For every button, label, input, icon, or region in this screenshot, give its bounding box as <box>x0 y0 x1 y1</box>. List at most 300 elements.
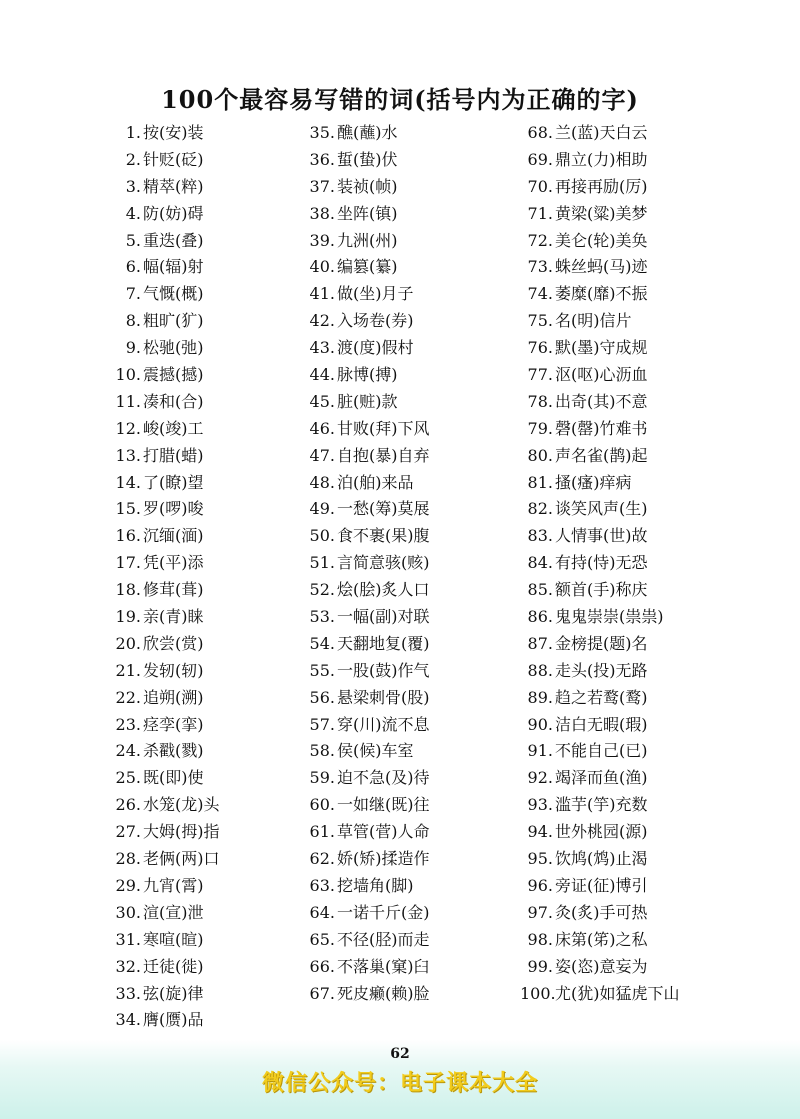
item-word: 旁证(征)博引 <box>555 875 648 895</box>
item-word: 磬(罄)竹难书 <box>555 418 648 438</box>
item-word: 粗旷(犷) <box>143 311 204 331</box>
list-item <box>520 738 680 765</box>
list-item <box>108 389 220 416</box>
item-word: 额首(手)称庆 <box>555 580 648 600</box>
list-item <box>520 281 680 308</box>
item-number: 41. <box>309 284 335 304</box>
item-number: 35. <box>309 123 335 142</box>
item-word: 一诺千斤(金) <box>337 902 430 922</box>
item-number: 39. <box>309 230 335 250</box>
item-number: 92. <box>527 768 553 788</box>
item-number: 80. <box>527 445 553 465</box>
list-item <box>305 685 430 712</box>
item-number: 81. <box>527 472 553 492</box>
item-number: 54. <box>309 633 335 653</box>
item-word: 鬼鬼崇崇(祟祟) <box>555 607 664 627</box>
item-number: 60. <box>309 795 335 815</box>
item-word: 穿(川)流不息 <box>337 714 430 734</box>
item-number: 34. <box>115 1010 141 1030</box>
item-word: 蛛丝蚂(马)迹 <box>555 257 648 277</box>
item-number: 86. <box>527 607 553 627</box>
item-number: 100. <box>520 983 556 1003</box>
item-word: 不径(胫)而走 <box>337 929 430 949</box>
item-word: 弦(旋)律 <box>143 983 204 1003</box>
item-number: 11. <box>115 391 141 411</box>
item-number: 48. <box>309 472 335 492</box>
item-word: 发轫(轫) <box>143 660 204 680</box>
item-word: 尤(犹)如猛虎下山 <box>555 983 680 1003</box>
list-item <box>108 416 220 443</box>
item-number: 44. <box>309 365 335 385</box>
item-word: 不落巢(窠)臼 <box>337 956 430 976</box>
item-number: 36. <box>309 149 335 169</box>
list-item <box>305 658 430 685</box>
item-word: 追朔(溯) <box>143 687 204 707</box>
item-number: 40. <box>309 257 335 277</box>
item-number: 71. <box>527 203 553 223</box>
item-word: 脉博(搏) <box>337 365 398 385</box>
list-item <box>305 846 430 873</box>
list-item <box>520 954 680 981</box>
list-item <box>520 362 680 389</box>
list-item <box>108 228 220 255</box>
item-word: 世外桃园(源) <box>555 822 648 842</box>
item-word: 脏(赃)款 <box>337 391 398 411</box>
item-number: 9. <box>125 338 141 358</box>
list-item <box>305 604 430 631</box>
list-item <box>520 470 680 497</box>
list-item <box>520 308 680 335</box>
item-number: 12. <box>115 418 141 438</box>
item-number: 3. <box>125 176 141 196</box>
list-item <box>520 846 680 873</box>
item-number: 21. <box>115 660 141 680</box>
item-number: 16. <box>115 526 141 546</box>
item-number: 82. <box>527 499 553 519</box>
list-item <box>520 120 680 147</box>
list-item <box>108 658 220 685</box>
list-item <box>108 900 220 927</box>
list-item <box>520 174 680 201</box>
item-number: 28. <box>115 849 141 869</box>
item-number: 27. <box>115 822 141 842</box>
list-item <box>305 308 430 335</box>
item-number: 20. <box>115 633 141 653</box>
item-number: 23. <box>115 714 141 734</box>
item-word: 沉缅(湎) <box>143 526 204 546</box>
item-word: 天翻地复(覆) <box>337 633 430 653</box>
item-number: 76. <box>527 338 553 358</box>
item-number: 57. <box>309 714 335 734</box>
list-item <box>305 981 430 1008</box>
item-number: 58. <box>309 741 335 761</box>
list-item <box>305 765 430 792</box>
item-word: 了(瞭)望 <box>143 472 204 492</box>
item-word: 走头(投)无路 <box>555 660 648 680</box>
item-number: 32. <box>115 956 141 976</box>
list-item <box>305 443 430 470</box>
item-number: 55. <box>309 660 335 680</box>
item-word: 气慨(概) <box>143 284 204 304</box>
item-word: 不能自己(已) <box>555 741 648 761</box>
item-word: 再接再励(厉) <box>555 176 648 196</box>
item-number: 19. <box>115 607 141 627</box>
item-number: 89. <box>527 687 553 707</box>
item-word: 欣尝(赏) <box>143 633 204 653</box>
item-number: 96. <box>527 875 553 895</box>
list-item <box>520 550 680 577</box>
item-number: 88. <box>527 660 553 680</box>
item-number: 7. <box>125 284 141 304</box>
list-item <box>108 631 220 658</box>
item-number: 46. <box>309 418 335 438</box>
item-word: 打腊(蜡) <box>143 445 204 465</box>
item-number: 1. <box>125 123 141 142</box>
list-item <box>520 819 680 846</box>
item-word: 食不裹(果)腹 <box>337 526 430 546</box>
item-number: 42. <box>309 311 335 331</box>
item-word: 松驰(弛) <box>143 338 204 358</box>
item-word: 饮鸠(鸩)止渴 <box>555 849 648 869</box>
item-number: 38. <box>309 203 335 223</box>
list-item <box>305 254 430 281</box>
item-word: 一如继(既)往 <box>337 795 430 815</box>
list-item <box>305 147 430 174</box>
item-word: 泊(舶)来品 <box>337 472 414 492</box>
item-number: 61. <box>309 822 335 842</box>
item-word: 震撼(撼) <box>143 365 204 385</box>
item-number: 47. <box>309 445 335 465</box>
item-word: 迫不急(及)待 <box>337 768 430 788</box>
list-item <box>108 927 220 954</box>
item-number: 77. <box>527 365 553 385</box>
item-number: 74. <box>527 284 553 304</box>
item-number: 30. <box>115 902 141 922</box>
item-number: 69. <box>527 149 553 169</box>
list-item <box>305 174 430 201</box>
list-item <box>520 228 680 255</box>
list-item <box>108 846 220 873</box>
list-item <box>520 981 680 1008</box>
list-item <box>520 873 680 900</box>
item-word: 床第(笫)之私 <box>555 929 648 949</box>
item-number: 25. <box>115 768 141 788</box>
item-word: 名(明)信片 <box>555 311 632 331</box>
list-item <box>305 389 430 416</box>
item-number: 4. <box>125 203 141 223</box>
list-item <box>305 362 430 389</box>
list-item <box>305 873 430 900</box>
list-item <box>108 604 220 631</box>
list-item <box>108 550 220 577</box>
list-item <box>305 738 430 765</box>
list-item <box>305 470 430 497</box>
list-item <box>108 201 220 228</box>
list-item <box>305 819 430 846</box>
item-word: 竭泽而鱼(渔) <box>555 768 648 788</box>
item-number: 79. <box>527 418 553 438</box>
item-word: 金榜提(题)名 <box>555 633 648 653</box>
item-number: 13. <box>115 445 141 465</box>
item-word: 九宵(霄) <box>143 875 204 895</box>
list-item <box>108 819 220 846</box>
item-number: 29. <box>115 875 141 895</box>
item-number: 94. <box>527 822 553 842</box>
item-number: 52. <box>309 580 335 600</box>
item-number: 59. <box>309 768 335 788</box>
item-number: 56. <box>309 687 335 707</box>
item-word: 迁徒(徙) <box>143 956 204 976</box>
item-number: 72. <box>527 230 553 250</box>
item-number: 37. <box>309 176 335 196</box>
item-number: 75. <box>527 311 553 331</box>
list-item <box>520 765 680 792</box>
list-item <box>520 147 680 174</box>
list-item <box>305 416 430 443</box>
list-item <box>108 254 220 281</box>
list-item <box>108 523 220 550</box>
list-item <box>520 685 680 712</box>
item-word: 渲(宣)泄 <box>143 902 204 922</box>
item-number: 33. <box>115 983 141 1003</box>
list-item <box>520 389 680 416</box>
list-item <box>108 1007 220 1034</box>
item-word: 醮(蘸)水 <box>337 123 398 142</box>
list-item <box>305 281 430 308</box>
item-number: 66. <box>309 956 335 976</box>
item-number: 15. <box>115 499 141 519</box>
item-number: 22. <box>115 687 141 707</box>
list-item <box>520 201 680 228</box>
item-number: 70. <box>527 176 553 196</box>
list-item <box>520 254 680 281</box>
item-word: 寒喧(暄) <box>143 929 204 949</box>
list-item <box>520 416 680 443</box>
item-word: 出奇(其)不意 <box>555 391 648 411</box>
item-word: 一幅(副)对联 <box>337 607 430 627</box>
item-word: 烩(脍)炙人口 <box>337 580 430 600</box>
item-number: 50. <box>309 526 335 546</box>
list-item <box>305 523 430 550</box>
item-word: 入场卷(券) <box>337 311 414 331</box>
list-item <box>108 443 220 470</box>
item-word: 洁白无暇(瑕) <box>555 714 648 734</box>
item-word: 侯(候)车室 <box>337 741 414 761</box>
item-number: 63. <box>309 875 335 895</box>
list-item <box>108 496 220 523</box>
item-word: 默(墨)守成规 <box>555 338 648 358</box>
item-word: 灸(炙)手可热 <box>555 902 648 922</box>
item-number: 53. <box>309 607 335 627</box>
list-item <box>520 658 680 685</box>
item-number: 45. <box>309 391 335 411</box>
item-number: 68. <box>527 123 553 142</box>
item-word: 草管(菅)人命 <box>337 822 430 842</box>
list-item <box>108 281 220 308</box>
list-item <box>305 496 430 523</box>
list-item <box>520 927 680 954</box>
item-word: 自抱(暴)自弃 <box>337 445 430 465</box>
item-word: 姿(恣)意妄为 <box>555 956 648 976</box>
item-number: 73. <box>527 257 553 277</box>
list-item <box>108 738 220 765</box>
word-list-column-1 <box>108 120 220 1034</box>
item-word: 幅(辐)射 <box>143 257 204 277</box>
item-word: 防(妨)碍 <box>143 203 204 223</box>
item-word: 一愁(筹)莫展 <box>337 499 430 519</box>
item-number: 10. <box>115 365 141 385</box>
item-word: 罗(啰)唆 <box>143 499 204 519</box>
item-word: 老俩(两)口 <box>143 849 220 869</box>
item-number: 18. <box>115 580 141 600</box>
item-number: 99. <box>527 956 553 976</box>
list-item <box>520 712 680 739</box>
item-word: 挖墙角(脚) <box>337 875 414 895</box>
list-item <box>520 900 680 927</box>
item-number: 26. <box>115 795 141 815</box>
list-item <box>108 335 220 362</box>
item-number: 83. <box>527 526 553 546</box>
item-word: 蜇(蛰)伏 <box>337 149 398 169</box>
item-word: 死皮癞(赖)脸 <box>337 983 430 1003</box>
item-word: 一股(鼓)作气 <box>337 660 430 680</box>
item-word: 九洲(州) <box>337 230 398 250</box>
item-number: 85. <box>527 580 553 600</box>
item-number: 49. <box>309 499 335 519</box>
item-word: 修茸(葺) <box>143 580 204 600</box>
item-number: 98. <box>527 929 553 949</box>
item-number: 97. <box>527 902 553 922</box>
list-item <box>520 523 680 550</box>
item-number: 17. <box>115 553 141 573</box>
item-number: 31. <box>115 929 141 949</box>
item-word: 沤(呕)心沥血 <box>555 365 648 385</box>
item-word: 有持(恃)无恐 <box>555 553 648 573</box>
item-word: 膺(赝)品 <box>143 1010 204 1030</box>
item-word: 鼎立(力)相助 <box>555 149 648 169</box>
item-number: 8. <box>125 311 141 331</box>
item-word: 滥芋(竽)充数 <box>555 795 648 815</box>
item-word: 甘败(拜)下风 <box>337 418 430 438</box>
item-word: 编篡(纂) <box>337 257 398 277</box>
item-word: 装祯(帧) <box>337 176 398 196</box>
list-item <box>520 335 680 362</box>
item-number: 91. <box>527 741 553 761</box>
item-word: 杀戳(戮) <box>143 741 204 761</box>
item-number: 14. <box>115 472 141 492</box>
list-item <box>305 577 430 604</box>
item-word: 悬梁刺骨(股) <box>337 687 430 707</box>
item-word: 重迭(叠) <box>143 230 204 250</box>
list-item <box>108 685 220 712</box>
word-list-column-2 <box>305 120 430 1007</box>
item-word: 谈笑风声(生) <box>555 499 648 519</box>
list-item <box>108 712 220 739</box>
item-word: 娇(矫)揉造作 <box>337 849 430 869</box>
item-word: 水笼(龙)头 <box>143 795 220 815</box>
list-item <box>520 792 680 819</box>
item-number: 87. <box>527 633 553 653</box>
item-number: 84. <box>527 553 553 573</box>
item-word: 人情事(世)故 <box>555 526 648 546</box>
list-item <box>305 228 430 255</box>
list-item <box>305 631 430 658</box>
item-word: 声名雀(鹊)起 <box>555 445 648 465</box>
item-number: 51. <box>309 553 335 573</box>
item-word: 言简意骇(赅) <box>337 553 430 573</box>
item-word: 渡(度)假村 <box>337 338 414 358</box>
item-word: 坐阵(镇) <box>337 203 398 223</box>
item-word: 趋之若鹜(鹜) <box>555 687 648 707</box>
item-number: 65. <box>309 929 335 949</box>
page-number: 62 <box>390 1046 410 1062</box>
list-item <box>108 362 220 389</box>
item-number: 6. <box>125 257 141 277</box>
list-item <box>520 577 680 604</box>
item-number: 62. <box>309 849 335 869</box>
footer-wechat-text: 微信公众号：电子课本大全 <box>261 1071 538 1096</box>
list-item <box>520 496 680 523</box>
item-word: 美仑(轮)美奂 <box>555 230 648 250</box>
list-item <box>108 792 220 819</box>
item-word: 兰(蓝)天白云 <box>555 123 648 142</box>
item-number: 93. <box>527 795 553 815</box>
item-word: 做(坐)月子 <box>337 284 414 304</box>
item-word: 黄梁(粱)美梦 <box>555 203 648 223</box>
list-item <box>305 712 430 739</box>
list-item <box>108 147 220 174</box>
list-item <box>108 765 220 792</box>
list-item <box>108 873 220 900</box>
item-word: 按(安)装 <box>143 123 204 142</box>
list-item <box>305 120 430 147</box>
list-item <box>305 900 430 927</box>
item-number: 43. <box>309 338 335 358</box>
item-number: 90. <box>527 714 553 734</box>
item-word: 既(即)使 <box>143 768 204 788</box>
item-word: 精萃(粹) <box>143 176 204 196</box>
item-number: 95. <box>527 849 553 869</box>
page-title: 100个最容易写错的词(括号内为正确的字) <box>161 85 639 114</box>
list-item <box>305 954 430 981</box>
list-item <box>520 631 680 658</box>
item-number: 5. <box>125 230 141 250</box>
list-item <box>108 954 220 981</box>
list-item <box>305 927 430 954</box>
word-list-column-3 <box>520 120 680 1007</box>
list-item <box>108 174 220 201</box>
item-word: 亲(青)睐 <box>143 607 204 627</box>
list-item <box>108 577 220 604</box>
list-item <box>305 550 430 577</box>
item-word: 萎糜(靡)不振 <box>555 284 648 304</box>
item-word: 痉孪(挛) <box>143 714 204 734</box>
list-item <box>305 335 430 362</box>
list-item <box>108 308 220 335</box>
list-item <box>108 981 220 1008</box>
item-word: 针贬(砭) <box>143 149 204 169</box>
item-word: 凭(平)添 <box>143 553 204 573</box>
list-item <box>305 792 430 819</box>
item-number: 67. <box>309 983 335 1003</box>
list-item <box>108 470 220 497</box>
item-word: 峻(竣)工 <box>143 418 204 438</box>
item-word: 大姆(拇)指 <box>143 822 220 842</box>
item-word: 搔(瘙)痒病 <box>555 472 632 492</box>
item-number: 64. <box>309 902 335 922</box>
list-item <box>520 443 680 470</box>
item-number: 24. <box>115 741 141 761</box>
